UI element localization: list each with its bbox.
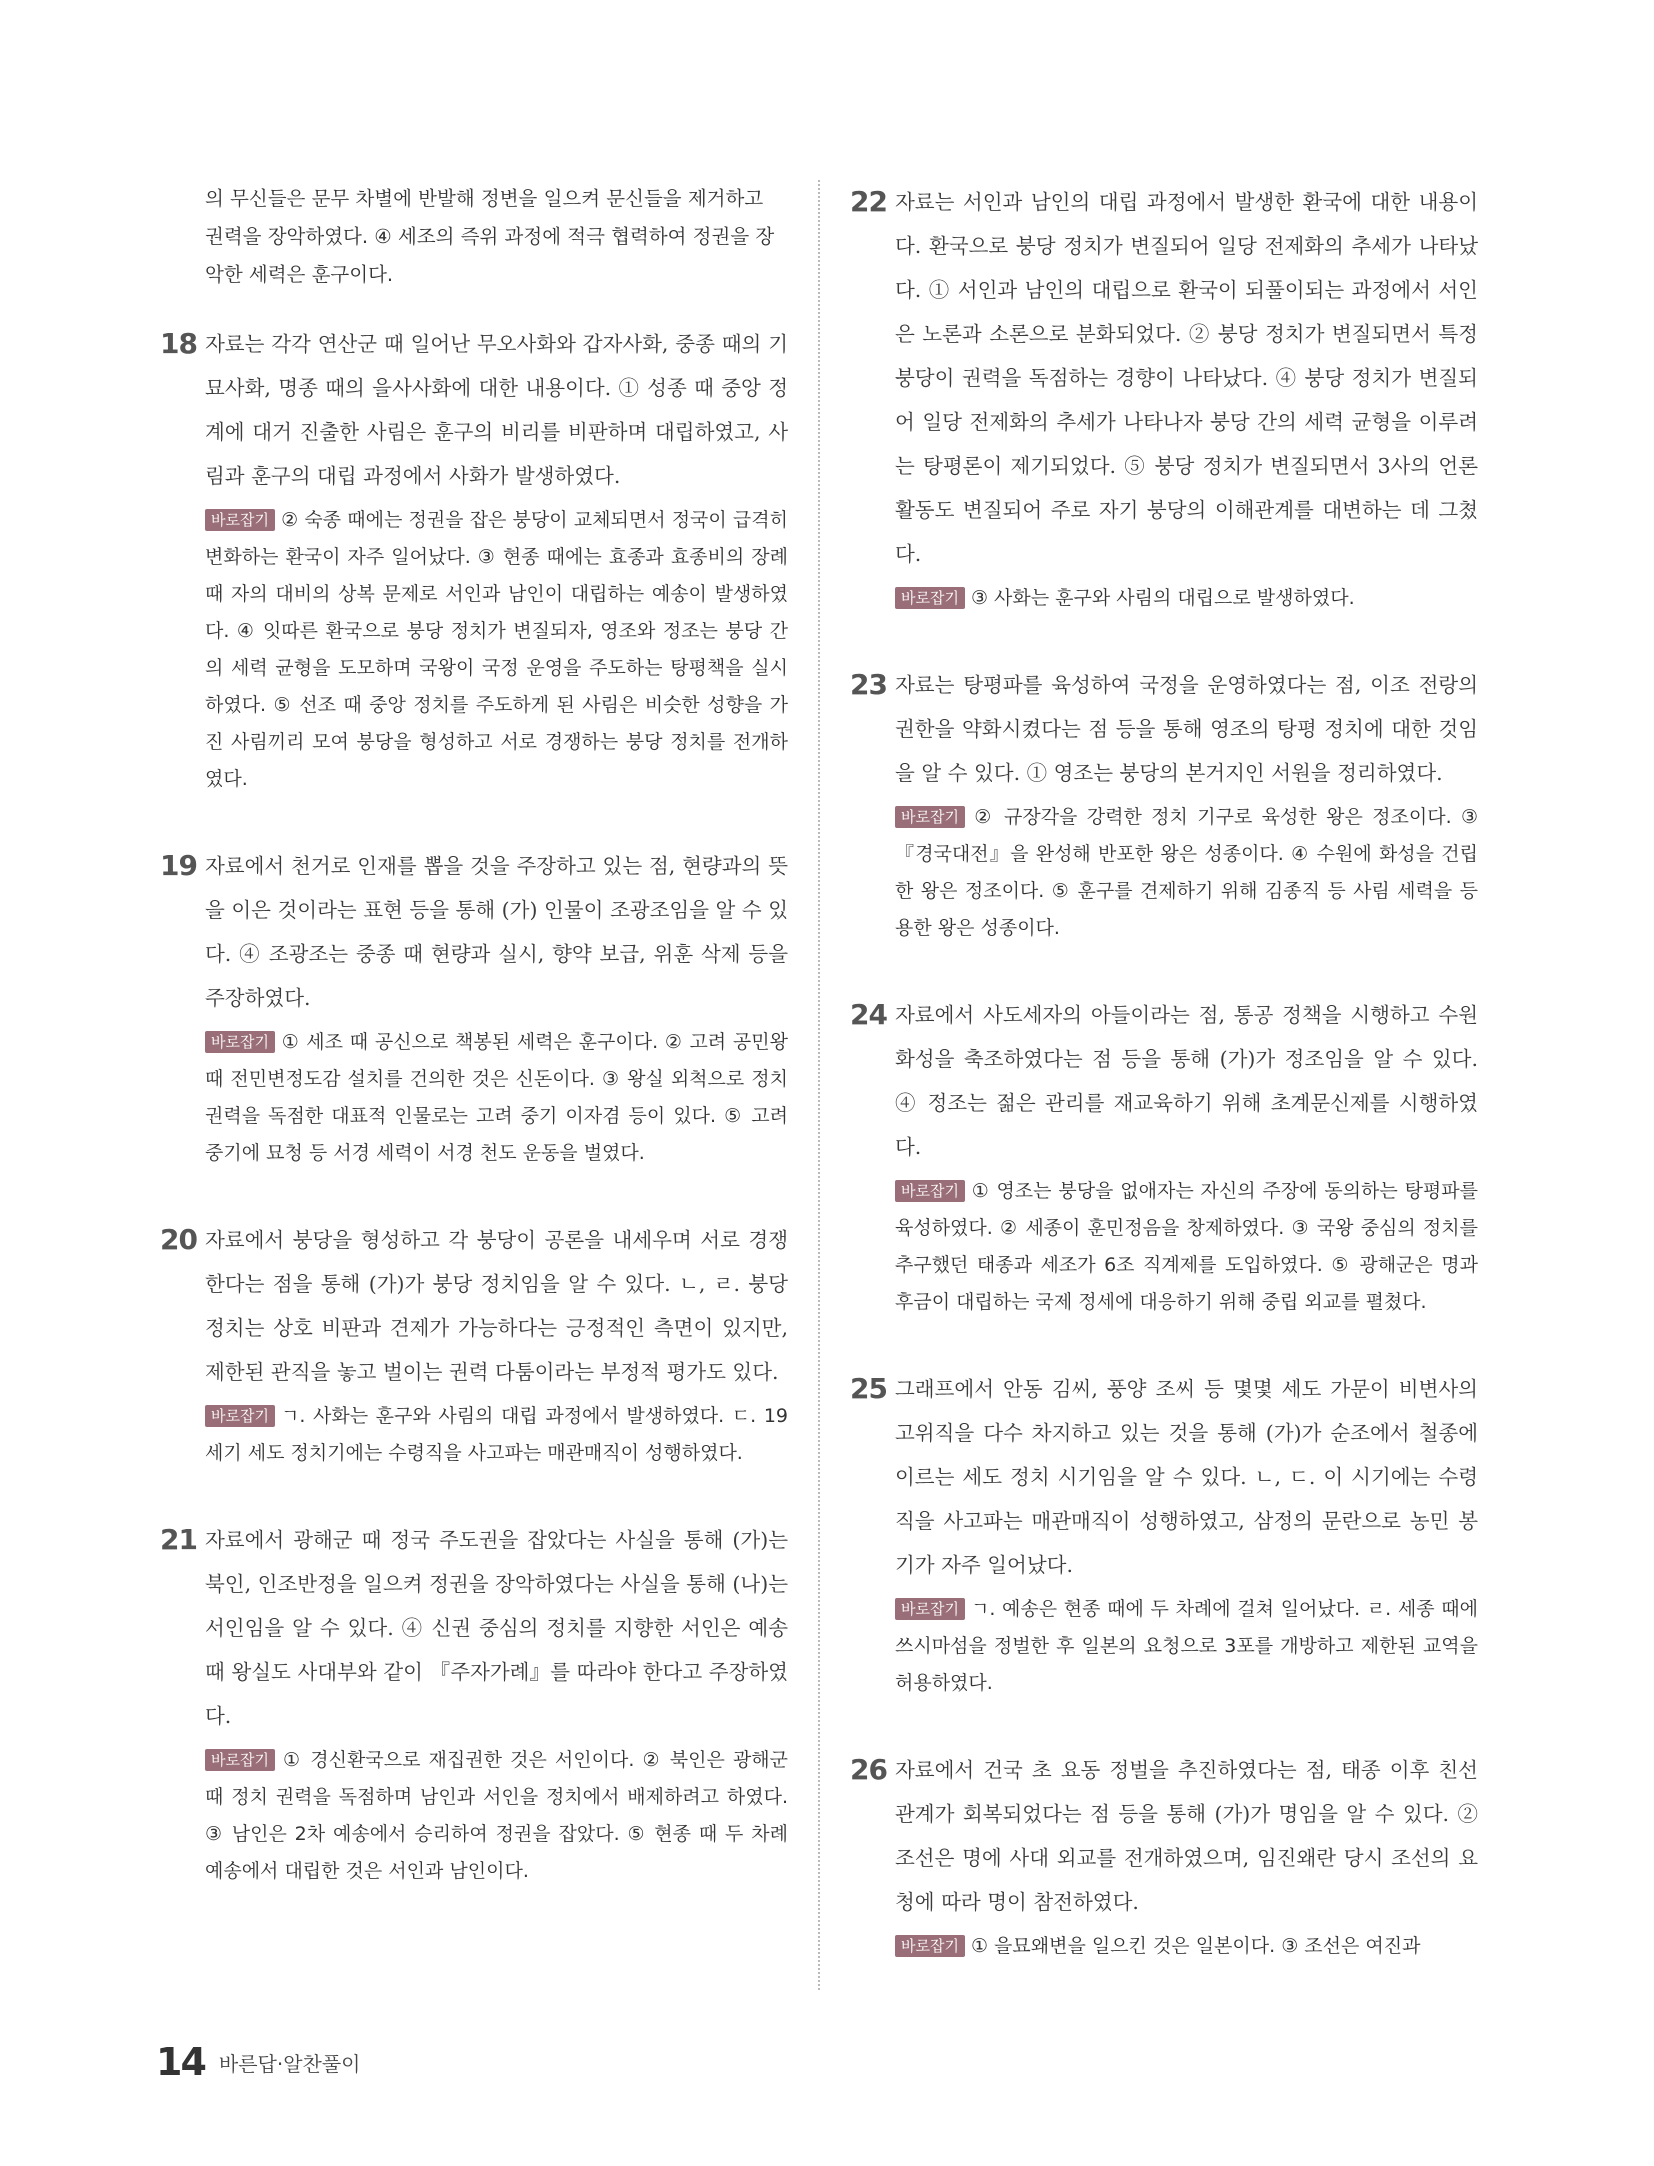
correction-text: ② 숙종 때에는 정권을 잡은 붕당이 교체되면서 정국이 급격히 변화하는 환국이 자주 일어났다. ③ 현종 때에는 효종과 효종비의 장례 때 자의 대비의 상복 문제로 서인과 남인이 대립하는 예송이 발생하였다. ④ 잇따른 환국으로 붕당 정치가 변질되자, 영조와 정조는 붕당 간의 세력 균형을 도모하며 국왕이 국정 운영을 주도하는 탕평책을 실시하였다. ⑤ 선조 때 중앙 정치를 주도하게 된 사림은 비슷한 성향을 가진 사림끼리 모여 붕당을 형성하고 서로 경쟁하는 붕당 정치를 전개하였다. (205, 509, 788, 790)
question-25 (850, 1367, 1478, 1702)
question-number: 20 (160, 1223, 197, 1256)
right-column (850, 180, 1478, 2011)
correction-tag: 바로잡기 (895, 587, 965, 609)
question-20 (160, 1218, 788, 1472)
correction-text: ① 경신환국으로 재집권한 것은 서인이다. ② 북인은 광해군 때 정치 권력을 독점하며 남인과 서인을 정치에서 배제하려고 하였다. ③ 남인은 2차 예송에서 승리하여 정권을 잡았다. ⑤ 현종 때 두 차례 예송에서 대립한 것은 서인과 남인이다. (205, 1749, 788, 1882)
answer-text: 자료에서 광해군 때 정국 주도권을 잡았다는 사실을 통해 (가)는 북인, 인조반정을 일으켜 정권을 장악하였다는 사실을 통해 (나)는 서인임을 알 수 있다. ④ 신권 중심의 정치를 지향한 서인은 예송 때 왕실도 사대부와 같이 『주자가례』를 따라야 한다고 주장하였다. (205, 1528, 789, 1728)
question-number: 26 (850, 1753, 887, 1786)
question-number: 23 (850, 668, 887, 701)
correction-note (895, 799, 1478, 947)
footer-label: 바른답·알찬풀이 (218, 2051, 361, 2076)
answer-text: 자료에서 사도세자의 아들이라는 점, 통공 정책을 시행하고 수원 화성을 축조하였다는 점 등을 통해 (가)가 정조임을 알 수 있다. ④ 정조는 젊은 관리를 재교육하기 위해 초계문신제를 시행하였다. (895, 1003, 1478, 1159)
correction-tag: 바로잡기 (205, 1749, 275, 1771)
correction-tag: 바로잡기 (895, 1598, 965, 1620)
correction-note (205, 502, 788, 798)
answer-text: 자료는 각각 연산군 때 일어난 무오사화와 갑자사화, 중종 때의 기묘사화, 명종 때의 을사사화에 대한 내용이다. ① 성종 때 중앙 정계에 대거 진출한 사림은 훈구의 비리를 비판하며 대립하였고, 사림과 훈구의 대립 과정에서 사화가 발생하였다. (205, 332, 788, 488)
question-18 (160, 322, 788, 798)
question-number: 19 (160, 849, 197, 882)
answer-text: 그래프에서 안동 김씨, 풍양 조씨 등 몇몇 세도 가문이 비변사의 고위직을 다수 차지하고 있는 것을 통해 (가)가 순조에서 철종에 이르는 세도 정치 시기임을 알 수 있다. ㄴ, ㄷ. 이 시기에는 수령직을 사고파는 매관매직이 성행하였고, 삼정의 문란으로 농민 봉기가 자주 일어났다. (895, 1377, 1478, 1577)
correction-text: ㄱ. 사화는 훈구와 사림의 대립 과정에서 발생하였다. ㄷ. 19세기 세도 정치기에는 수령직을 사고파는 매관매직이 성행하였다. (205, 1405, 788, 1464)
correction-note (205, 1398, 788, 1472)
question-23 (850, 663, 1478, 947)
correction-note (895, 1591, 1478, 1702)
page-number: 14 (156, 2040, 205, 2084)
question-21 (160, 1518, 788, 1890)
correction-text: ㄱ. 예송은 현종 때에 두 차례에 걸쳐 일어났다. ㄹ. 세종 때에 쓰시마섬을 정벌한 후 일본의 요청으로 3포를 개방하고 제한된 교역을 허용하였다. (895, 1598, 1478, 1694)
question-number: 24 (850, 998, 887, 1031)
page-footer (156, 2040, 361, 2084)
question-number: 25 (850, 1372, 887, 1405)
question-22 (850, 180, 1478, 617)
correction-tag: 바로잡기 (205, 1031, 275, 1053)
correction-note (205, 1742, 788, 1890)
correction-text: ① 영조는 붕당을 없애자는 자신의 주장에 동의하는 탕평파를 육성하였다. ② 세종이 훈민정음을 창제하였다. ③ 국왕 중심의 정치를 추구했던 태종과 세조가 6조 직계제를 도입하였다. ⑤ 광해군은 명과 후금이 대립하는 국제 정세에 대응하기 위해 중립 외교를 펼쳤다. (895, 1180, 1478, 1313)
correction-note (895, 1928, 1478, 1965)
correction-text: ③ 사화는 훈구와 사림의 대립으로 발생하였다. (970, 587, 1355, 609)
answer-text: 자료에서 붕당을 형성하고 각 붕당이 공론을 내세우며 서로 경쟁한다는 점을 통해 (가)가 붕당 정치임을 알 수 있다. ㄴ, ㄹ. 붕당 정치는 상호 비판과 견제가 가능하다는 긍정적인 측면이 있지만, 제한된 관직을 놓고 벌이는 권력 다툼이라는 부정적 평가도 있다. (205, 1228, 788, 1384)
correction-tag: 바로잡기 (205, 1405, 275, 1427)
question-26 (850, 1748, 1478, 1965)
question-number: 18 (160, 327, 197, 360)
correction-note (895, 580, 1478, 617)
question-24 (850, 993, 1478, 1321)
answer-text: 자료는 탕평파를 육성하여 국정을 운영하였다는 점, 이조 전랑의 권한을 약화시켰다는 점 등을 통해 영조의 탕평 정치에 대한 것임을 알 수 있다. ① 영조는 붕당의 본거지인 서원을 정리하였다. (895, 673, 1478, 785)
question-19 (160, 844, 788, 1172)
left-column (160, 180, 788, 1936)
answer-text: 자료에서 천거로 인재를 뽑을 것을 주장하고 있는 점, 현량과의 뜻을 이은 것이라는 표현 등을 통해 (가) 인물이 조광조임을 알 수 있다. ④ 조광조는 중종 때 현량과 실시, 향약 보급, 위훈 삭제 등을 주장하였다. (205, 854, 788, 1010)
answer-text: 자료에서 건국 초 요동 정벌을 추진하였다는 점, 태종 이후 친선 관계가 회복되었다는 점 등을 통해 (가)가 명임을 알 수 있다. ② 조선은 명에 사대 외교를 전개하였으며, 임진왜란 당시 조선의 요청에 따라 명이 참전하였다. (895, 1758, 1478, 1914)
question-number: 21 (160, 1523, 197, 1556)
correction-tag: 바로잡기 (895, 806, 965, 828)
continuation-text: 의 무신들은 문무 차별에 반발해 정변을 일으켜 문신들을 제거하고 권력을 장악하였다. ④ 세조의 즉위 과정에 적극 협력하여 정권을 장악한 세력은 훈구이다. (205, 187, 775, 286)
correction-note (205, 1024, 788, 1172)
correction-tag: 바로잡기 (895, 1180, 965, 1202)
correction-text: ① 세조 때 공신으로 책봉된 세력은 훈구이다. ② 고려 공민왕 때 전민변정도감 설치를 건의한 것은 신돈이다. ③ 왕실 외척으로 정치 권력을 독점한 대표적 인물로는 고려 중기 이자겸 등이 있다. ⑤ 고려 중기에 묘청 등 서경 세력이 서경 천도 운동을 벌였다. (205, 1031, 788, 1164)
correction-note (895, 1173, 1478, 1321)
correction-text: ① 을묘왜변을 일으킨 것은 일본이다. ③ 조선은 여진과 (970, 1935, 1421, 1957)
correction-text: ② 규장각을 강력한 정치 기구로 육성한 왕은 정조이다. ③ 『경국대전』을 완성해 반포한 왕은 성종이다. ④ 수원에 화성을 건립한 왕은 정조이다. ⑤ 훈구를 견제하기 위해 김종직 등 사림 세력을 등용한 왕은 성종이다. (895, 806, 1478, 939)
correction-tag: 바로잡기 (205, 509, 275, 531)
answer-text: 자료는 서인과 남인의 대립 과정에서 발생한 환국에 대한 내용이다. 환국으로 붕당 정치가 변질되어 일당 전제화의 추세가 나타났다. ① 서인과 남인의 대립으로 환국이 되풀이되는 과정에서 서인은 노론과 소론으로 분화되었다. ② 붕당 정치가 변질되면서 특정 붕당이 권력을 독점하는 경향이 나타났다. ④ 붕당 정치가 변질되어 일당 전제화의 추세가 나타나자 붕당 간의 세력 균형을 이루려는 탕평론이 제기되었다. ⑤ 붕당 정치가 변질되면서 3사의 언론 활동도 변질되어 주로 자기 붕당의 이해관계를 대변하는 데 그쳤다. (895, 190, 1478, 566)
correction-tag: 바로잡기 (895, 1935, 965, 1957)
question-number: 22 (850, 185, 887, 218)
column-divider (818, 180, 820, 1990)
